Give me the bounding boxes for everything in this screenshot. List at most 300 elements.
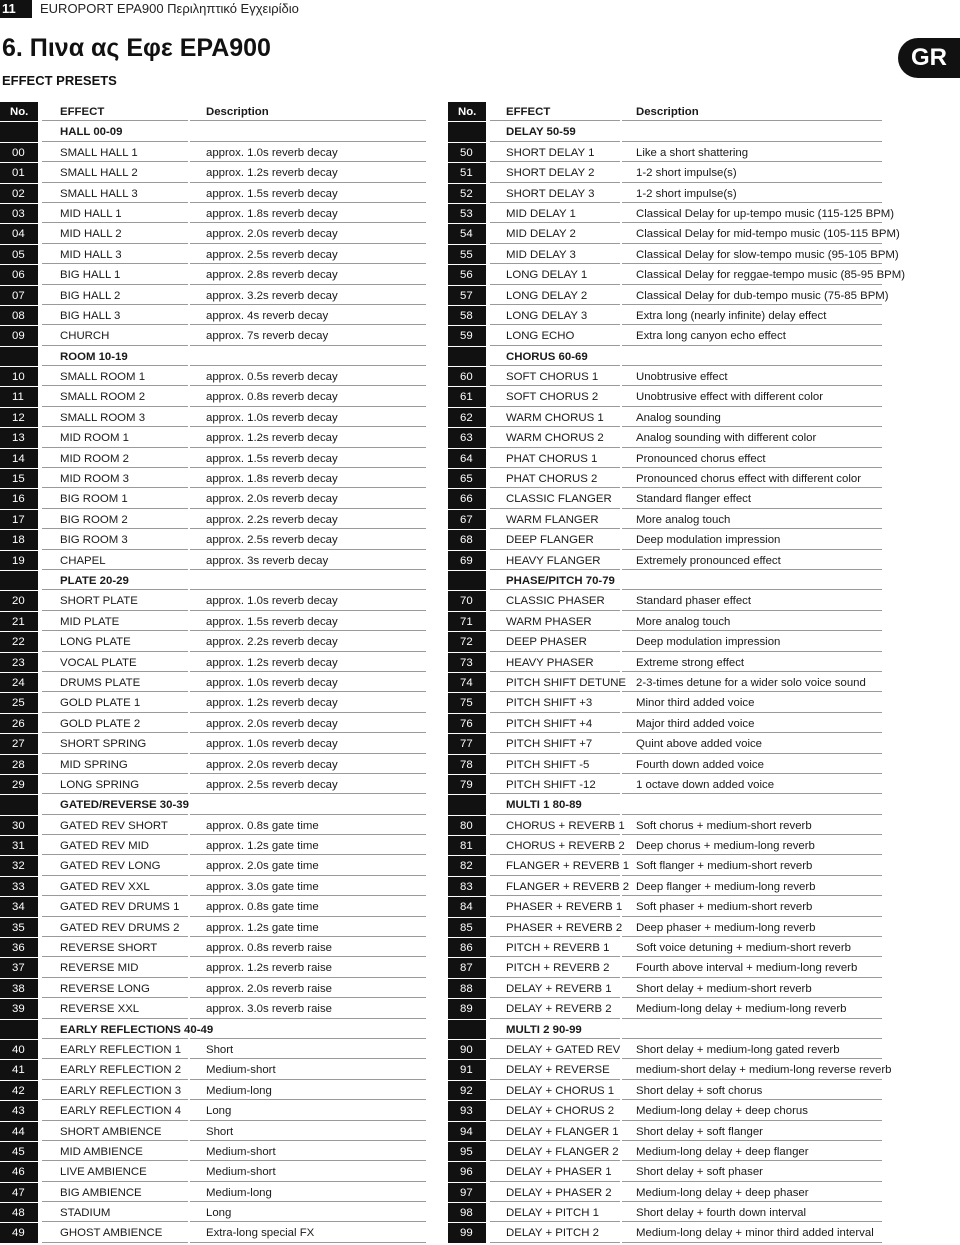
preset-number: 99 <box>448 1223 486 1242</box>
effect-name: WARM CHORUS 1 <box>490 408 620 427</box>
preset-number: 53 <box>448 204 486 223</box>
effect-name: SMALL HALL 2 <box>42 163 188 182</box>
preset-number <box>0 1020 38 1039</box>
effect-description: approx. 1.5s reverb decay <box>190 612 426 631</box>
effect-description: Medium-long delay + minor third added interval <box>622 1223 882 1242</box>
effect-name: SHORT SPRING <box>42 734 188 753</box>
preset-number: 95 <box>448 1142 486 1161</box>
effect-name: MID HALL 1 <box>42 204 188 223</box>
preset-number: 64 <box>448 449 486 468</box>
preset-number: 50 <box>448 143 486 162</box>
effect-description: Classical Delay for up-tempo music (115-125 BPM) <box>622 204 882 223</box>
preset-number: 73 <box>448 653 486 672</box>
effect-name: MID HALL 2 <box>42 224 188 243</box>
effect-description <box>190 1020 426 1039</box>
preset-number: 56 <box>448 265 486 284</box>
preset-number: 31 <box>0 836 38 855</box>
effect-description: Fourth above interval + medium-long reverb <box>622 958 882 977</box>
effect-description: Analog sounding <box>622 408 882 427</box>
effect-description: approx. 0.8s reverb raise <box>190 938 426 957</box>
effect-description <box>622 1020 882 1039</box>
column-header-no: No. <box>0 102 38 121</box>
effect-description: Fourth down added voice <box>622 755 882 774</box>
effect-description: Extremely pronounced effect <box>622 551 882 570</box>
effect-name: PITCH + REVERB 1 <box>490 938 620 957</box>
top-bar <box>0 0 960 20</box>
preset-number <box>448 571 486 590</box>
effect-name: MID SPRING <box>42 755 188 774</box>
preset-number: 48 <box>0 1203 38 1222</box>
group-label: PLATE 20-29 <box>42 571 188 590</box>
effect-name: PHAT CHORUS 1 <box>490 449 620 468</box>
effect-name: LONG DELAY 1 <box>490 265 620 284</box>
preset-number: 33 <box>0 877 38 896</box>
preset-number: 43 <box>0 1101 38 1120</box>
effect-description: approx. 2.0s reverb raise <box>190 979 426 998</box>
group-label: MULTI 1 80-89 <box>490 795 620 814</box>
preset-number: 91 <box>448 1060 486 1079</box>
effect-description: approx. 3.2s reverb decay <box>190 286 426 305</box>
effect-name: DELAY + CHORUS 2 <box>490 1101 620 1120</box>
effect-name: MID DELAY 2 <box>490 224 620 243</box>
preset-number: 38 <box>0 979 38 998</box>
effect-description: approx. 1.2s reverb decay <box>190 653 426 672</box>
preset-number <box>0 122 38 141</box>
effect-description: approx. 2.0s reverb decay <box>190 224 426 243</box>
preset-number: 21 <box>0 612 38 631</box>
effect-description: Medium-short <box>190 1142 426 1161</box>
preset-number: 63 <box>448 428 486 447</box>
effect-name: DEEP FLANGER <box>490 530 620 549</box>
effect-name: SHORT AMBIENCE <box>42 1122 188 1141</box>
effect-name: STADIUM <box>42 1203 188 1222</box>
effect-name: CHORUS + REVERB 2 <box>490 836 620 855</box>
preset-number: 51 <box>448 163 486 182</box>
preset-number: 89 <box>448 999 486 1018</box>
effect-name: MID ROOM 3 <box>42 469 188 488</box>
preset-number: 92 <box>448 1081 486 1100</box>
preset-number: 34 <box>0 897 38 916</box>
effect-name: GOLD PLATE 2 <box>42 714 188 733</box>
group-label: HALL 00-09 <box>42 122 188 141</box>
effect-name: CLASSIC PHASER <box>490 591 620 610</box>
effect-name: LIVE AMBIENCE <box>42 1162 188 1181</box>
effect-description: Extra-long special FX <box>190 1223 426 1242</box>
effect-description: 1-2 short impulse(s) <box>622 163 882 182</box>
effect-name: MID ROOM 1 <box>42 428 188 447</box>
column-header-no: No. <box>448 102 486 121</box>
effect-name: SMALL ROOM 3 <box>42 408 188 427</box>
effect-description: approx. 0.8s gate time <box>190 897 426 916</box>
effect-description: Pronounced chorus effect <box>622 449 882 468</box>
effect-description: approx. 0.8s reverb decay <box>190 387 426 406</box>
effect-description <box>190 122 426 141</box>
preset-number: 97 <box>448 1183 486 1202</box>
effect-description: approx. 1.0s reverb decay <box>190 734 426 753</box>
effect-description: Deep chorus + medium-long reverb <box>622 836 882 855</box>
effect-description: Short delay + soft flanger <box>622 1122 882 1141</box>
effect-name: GATED REV DRUMS 1 <box>42 897 188 916</box>
effect-name: LONG PLATE <box>42 632 188 651</box>
effect-name: GATED REV DRUMS 2 <box>42 918 188 937</box>
preset-number: 03 <box>0 204 38 223</box>
effect-description: Analog sounding with different color <box>622 428 882 447</box>
effect-description: approx. 2.5s reverb decay <box>190 530 426 549</box>
effect-description: approx. 1.5s reverb decay <box>190 449 426 468</box>
preset-number: 83 <box>448 877 486 896</box>
effect-description: 1 octave down added voice <box>622 775 882 794</box>
effect-description: Minor third added voice <box>622 693 882 712</box>
preset-number: 96 <box>448 1162 486 1181</box>
effect-description: Deep modulation impression <box>622 632 882 651</box>
effect-name: MID DELAY 3 <box>490 245 620 264</box>
effect-name: REVERSE SHORT <box>42 938 188 957</box>
effect-name: HEAVY PHASER <box>490 653 620 672</box>
effect-name: EARLY REFLECTION 4 <box>42 1101 188 1120</box>
preset-number: 46 <box>0 1162 38 1181</box>
preset-number: 47 <box>0 1183 38 1202</box>
preset-number: 13 <box>0 428 38 447</box>
effect-name: GATED REV LONG <box>42 856 188 875</box>
preset-number: 16 <box>0 489 38 508</box>
effect-name: PHASER + REVERB 2 <box>490 918 620 937</box>
preset-number: 23 <box>0 653 38 672</box>
effect-description: approx. 3.0s gate time <box>190 877 426 896</box>
effect-name: LONG SPRING <box>42 775 188 794</box>
group-label: PHASE/PITCH 70-79 <box>490 571 620 590</box>
effect-description: approx. 0.8s gate time <box>190 816 426 835</box>
preset-number: 17 <box>0 510 38 529</box>
effect-name: LONG DELAY 3 <box>490 306 620 325</box>
group-label: ROOM 10-19 <box>42 347 188 366</box>
preset-number: 62 <box>448 408 486 427</box>
effect-description: Medium-long <box>190 1081 426 1100</box>
effect-name: DELAY + PHASER 2 <box>490 1183 620 1202</box>
effect-description: Long <box>190 1101 426 1120</box>
effect-description: Soft voice detuning + medium-short reverb <box>622 938 882 957</box>
effect-name: SMALL HALL 1 <box>42 143 188 162</box>
effect-description: Soft phaser + medium-short reverb <box>622 897 882 916</box>
preset-number: 10 <box>0 367 38 386</box>
effect-name: PITCH SHIFT -12 <box>490 775 620 794</box>
effect-description <box>190 347 426 366</box>
preset-number: 74 <box>448 673 486 692</box>
effect-name: DELAY + REVERB 2 <box>490 999 620 1018</box>
preset-number: 40 <box>0 1040 38 1059</box>
preset-number: 44 <box>0 1122 38 1141</box>
effect-description: Unobtrusive effect <box>622 367 882 386</box>
preset-number: 30 <box>0 816 38 835</box>
preset-number <box>0 571 38 590</box>
effect-name: BIG HALL 2 <box>42 286 188 305</box>
preset-number: 11 <box>0 387 38 406</box>
effect-description: Short delay + medium-long gated reverb <box>622 1040 882 1059</box>
effect-name: SMALL ROOM 1 <box>42 367 188 386</box>
preset-number: 77 <box>448 734 486 753</box>
effect-description: Extreme strong effect <box>622 653 882 672</box>
effect-description: Short delay + soft chorus <box>622 1081 882 1100</box>
group-label: GATED/REVERSE 30-39 <box>42 795 188 814</box>
effect-name: WARM CHORUS 2 <box>490 428 620 447</box>
preset-number: 41 <box>0 1060 38 1079</box>
effect-name: CHAPEL <box>42 551 188 570</box>
effect-name: LONG ECHO <box>490 326 620 345</box>
preset-number: 06 <box>0 265 38 284</box>
preset-number: 66 <box>448 489 486 508</box>
effect-name: DEEP PHASER <box>490 632 620 651</box>
effect-description: Short <box>190 1040 426 1059</box>
preset-number: 09 <box>0 326 38 345</box>
effect-name: VOCAL PLATE <box>42 653 188 672</box>
effect-name: REVERSE XXL <box>42 999 188 1018</box>
preset-number: 45 <box>0 1142 38 1161</box>
effect-description <box>622 347 882 366</box>
effect-name: MID ROOM 2 <box>42 449 188 468</box>
effect-description: Medium-long <box>190 1183 426 1202</box>
preset-number: 12 <box>0 408 38 427</box>
language-badge: GR <box>898 38 960 78</box>
column-header-effect: EFFECT <box>42 102 188 121</box>
effect-name: DELAY + REVERB 1 <box>490 979 620 998</box>
effect-name: CLASSIC FLANGER <box>490 489 620 508</box>
preset-number <box>0 347 38 366</box>
effect-description: Medium-long delay + medium-long reverb <box>622 999 882 1018</box>
effect-description: Standard flanger effect <box>622 489 882 508</box>
effect-name: DELAY + PITCH 2 <box>490 1223 620 1242</box>
page-number: 11 <box>0 0 32 18</box>
preset-number: 98 <box>448 1203 486 1222</box>
effect-description <box>622 571 882 590</box>
effect-description: approx. 2.2s reverb decay <box>190 510 426 529</box>
effect-name: BIG HALL 1 <box>42 265 188 284</box>
preset-number: 93 <box>448 1101 486 1120</box>
effect-description: approx. 1.2s reverb decay <box>190 163 426 182</box>
effect-name: BIG ROOM 3 <box>42 530 188 549</box>
preset-number: 35 <box>0 918 38 937</box>
effect-name: REVERSE MID <box>42 958 188 977</box>
effect-name: PITCH SHIFT +3 <box>490 693 620 712</box>
preset-number: 55 <box>448 245 486 264</box>
effect-description: Short delay + medium-short reverb <box>622 979 882 998</box>
column-header-description: Description <box>190 102 426 121</box>
preset-number: 26 <box>0 714 38 733</box>
preset-number: 05 <box>0 245 38 264</box>
effect-name: LONG DELAY 2 <box>490 286 620 305</box>
preset-number: 28 <box>0 755 38 774</box>
effect-description: approx. 7s reverb decay <box>190 326 426 345</box>
effect-name: EARLY REFLECTION 3 <box>42 1081 188 1100</box>
preset-number: 88 <box>448 979 486 998</box>
effect-name: GHOST AMBIENCE <box>42 1223 188 1242</box>
preset-number: 39 <box>0 999 38 1018</box>
preset-number: 08 <box>0 306 38 325</box>
effect-description: Standard phaser effect <box>622 591 882 610</box>
preset-number: 54 <box>448 224 486 243</box>
effect-name: SOFT CHORUS 1 <box>490 367 620 386</box>
preset-number: 18 <box>0 530 38 549</box>
effect-name: GATED REV SHORT <box>42 816 188 835</box>
effect-description: Like a short shattering <box>622 143 882 162</box>
preset-number <box>448 347 486 366</box>
effect-description <box>190 571 426 590</box>
effect-name: DRUMS PLATE <box>42 673 188 692</box>
effect-name: MID DELAY 1 <box>490 204 620 223</box>
preset-number: 69 <box>448 551 486 570</box>
preset-number: 02 <box>0 184 38 203</box>
effect-name: BIG HALL 3 <box>42 306 188 325</box>
preset-number: 67 <box>448 510 486 529</box>
preset-number: 79 <box>448 775 486 794</box>
effect-name: SHORT PLATE <box>42 591 188 610</box>
group-label: CHORUS 60-69 <box>490 347 620 366</box>
effect-description: Short delay + soft phaser <box>622 1162 882 1181</box>
effect-description: approx. 1.0s reverb decay <box>190 408 426 427</box>
effect-description: Medium-long delay + deep phaser <box>622 1183 882 1202</box>
effect-name: SMALL HALL 3 <box>42 184 188 203</box>
preset-number: 25 <box>0 693 38 712</box>
preset-number <box>448 1020 486 1039</box>
effect-description: Classical Delay for mid-tempo music (105-115 BPM) <box>622 224 882 243</box>
preset-number: 61 <box>448 387 486 406</box>
effect-description: Short <box>190 1122 426 1141</box>
preset-number: 81 <box>448 836 486 855</box>
effect-description: More analog touch <box>622 612 882 631</box>
effect-name: DELAY + REVERSE <box>490 1060 620 1079</box>
effect-name: PHAT CHORUS 2 <box>490 469 620 488</box>
effect-name: MID PLATE <box>42 612 188 631</box>
effect-name: CHORUS + REVERB 1 <box>490 816 620 835</box>
effect-description: approx. 1.8s reverb decay <box>190 204 426 223</box>
preset-number <box>448 122 486 141</box>
effect-name: SMALL ROOM 2 <box>42 387 188 406</box>
preset-number: 20 <box>0 591 38 610</box>
effect-description: approx. 2.0s reverb decay <box>190 489 426 508</box>
effect-description: approx. 4s reverb decay <box>190 306 426 325</box>
effect-description <box>622 122 882 141</box>
effect-description: Pronounced chorus effect with different color <box>622 469 882 488</box>
effect-description: approx. 1.8s reverb decay <box>190 469 426 488</box>
effect-description: Quint above added voice <box>622 734 882 753</box>
group-label: EARLY REFLECTIONS 40-49 <box>42 1020 188 1039</box>
preset-number: 68 <box>448 530 486 549</box>
preset-number: 86 <box>448 938 486 957</box>
effect-description <box>190 795 426 814</box>
preset-number: 00 <box>0 143 38 162</box>
effect-description: Classical Delay for slow-tempo music (95-105 BPM) <box>622 245 882 264</box>
effect-name: DELAY + PHASER 1 <box>490 1162 620 1181</box>
document-title: EUROPORT EPA900 Περιληπτικό Εγχειρίδιο <box>40 1 299 16</box>
preset-number: 82 <box>448 856 486 875</box>
effect-description: Medium-long delay + deep chorus <box>622 1101 882 1120</box>
effect-description: approx. 1.2s reverb raise <box>190 958 426 977</box>
effect-name: BIG ROOM 2 <box>42 510 188 529</box>
effect-name: WARM PHASER <box>490 612 620 631</box>
preset-number: 32 <box>0 856 38 875</box>
preset-number: 78 <box>448 755 486 774</box>
effect-name: REVERSE LONG <box>42 979 188 998</box>
preset-number: 85 <box>448 918 486 937</box>
preset-number: 58 <box>448 306 486 325</box>
effect-name: DELAY + CHORUS 1 <box>490 1081 620 1100</box>
preset-number: 37 <box>0 958 38 977</box>
effect-description: Deep phaser + medium-long reverb <box>622 918 882 937</box>
effect-description: Unobtrusive effect with different color <box>622 387 882 406</box>
preset-number: 90 <box>448 1040 486 1059</box>
effect-name: GOLD PLATE 1 <box>42 693 188 712</box>
effect-name: DELAY + GATED REV <box>490 1040 620 1059</box>
effect-description: approx. 2.0s reverb decay <box>190 714 426 733</box>
effect-name: MID HALL 3 <box>42 245 188 264</box>
preset-number: 27 <box>0 734 38 753</box>
effect-description: approx. 1.5s reverb decay <box>190 184 426 203</box>
effect-description <box>622 795 882 814</box>
effect-name: BIG AMBIENCE <box>42 1183 188 1202</box>
preset-number: 59 <box>448 326 486 345</box>
preset-number <box>0 795 38 814</box>
preset-number: 80 <box>448 816 486 835</box>
preset-number: 84 <box>448 897 486 916</box>
preset-number: 70 <box>448 591 486 610</box>
preset-number: 22 <box>0 632 38 651</box>
effect-description: approx. 3.0s reverb raise <box>190 999 426 1018</box>
effect-name: PITCH SHIFT +7 <box>490 734 620 753</box>
preset-number: 42 <box>0 1081 38 1100</box>
group-label: MULTI 2 90-99 <box>490 1020 620 1039</box>
preset-number: 24 <box>0 673 38 692</box>
effect-description: approx. 1.2s reverb decay <box>190 428 426 447</box>
preset-number: 49 <box>0 1223 38 1242</box>
preset-number: 60 <box>448 367 486 386</box>
effect-description: medium-short delay + medium-long reverse reverb <box>622 1060 882 1079</box>
effect-description: Classical Delay for reggae-tempo music (85-95 BPM) <box>622 265 882 284</box>
effect-description: 1-2 short impulse(s) <box>622 184 882 203</box>
effect-name: EARLY REFLECTION 1 <box>42 1040 188 1059</box>
effect-description: approx. 2.2s reverb decay <box>190 632 426 651</box>
preset-number: 07 <box>0 286 38 305</box>
preset-number: 87 <box>448 958 486 977</box>
effect-name: EARLY REFLECTION 2 <box>42 1060 188 1079</box>
effect-description: approx. 1.0s reverb decay <box>190 591 426 610</box>
effect-name: BIG ROOM 1 <box>42 489 188 508</box>
effect-description: approx. 2.0s gate time <box>190 856 426 875</box>
effect-name: PITCH SHIFT DETUNE <box>490 673 620 692</box>
preset-number: 57 <box>448 286 486 305</box>
effect-description: Major third added voice <box>622 714 882 733</box>
effect-description: approx. 2.0s reverb decay <box>190 755 426 774</box>
effect-description: approx. 1.0s reverb decay <box>190 673 426 692</box>
preset-number: 75 <box>448 693 486 712</box>
effect-description: Extra long canyon echo effect <box>622 326 882 345</box>
effect-description: Classical Delay for dub-tempo music (75-85 BPM) <box>622 286 882 305</box>
effect-description: Extra long (nearly infinite) delay effect <box>622 306 882 325</box>
column-header-description: Description <box>622 102 882 121</box>
preset-number: 19 <box>0 551 38 570</box>
effect-name: DELAY + FLANGER 2 <box>490 1142 620 1161</box>
effect-description: approx. 1.0s reverb decay <box>190 143 426 162</box>
effect-description: Long <box>190 1203 426 1222</box>
effect-name: DELAY + PITCH 1 <box>490 1203 620 1222</box>
effect-description: More analog touch <box>622 510 882 529</box>
section-title: 6. Πινα ας Εφε EPA900 <box>2 34 271 62</box>
effect-name: SHORT DELAY 2 <box>490 163 620 182</box>
preset-number: 15 <box>0 469 38 488</box>
effect-name: GATED REV XXL <box>42 877 188 896</box>
preset-number: 71 <box>448 612 486 631</box>
effect-description: approx. 2.5s reverb decay <box>190 775 426 794</box>
effect-name: GATED REV MID <box>42 836 188 855</box>
effect-description: approx. 1.2s reverb decay <box>190 693 426 712</box>
preset-number: 29 <box>0 775 38 794</box>
